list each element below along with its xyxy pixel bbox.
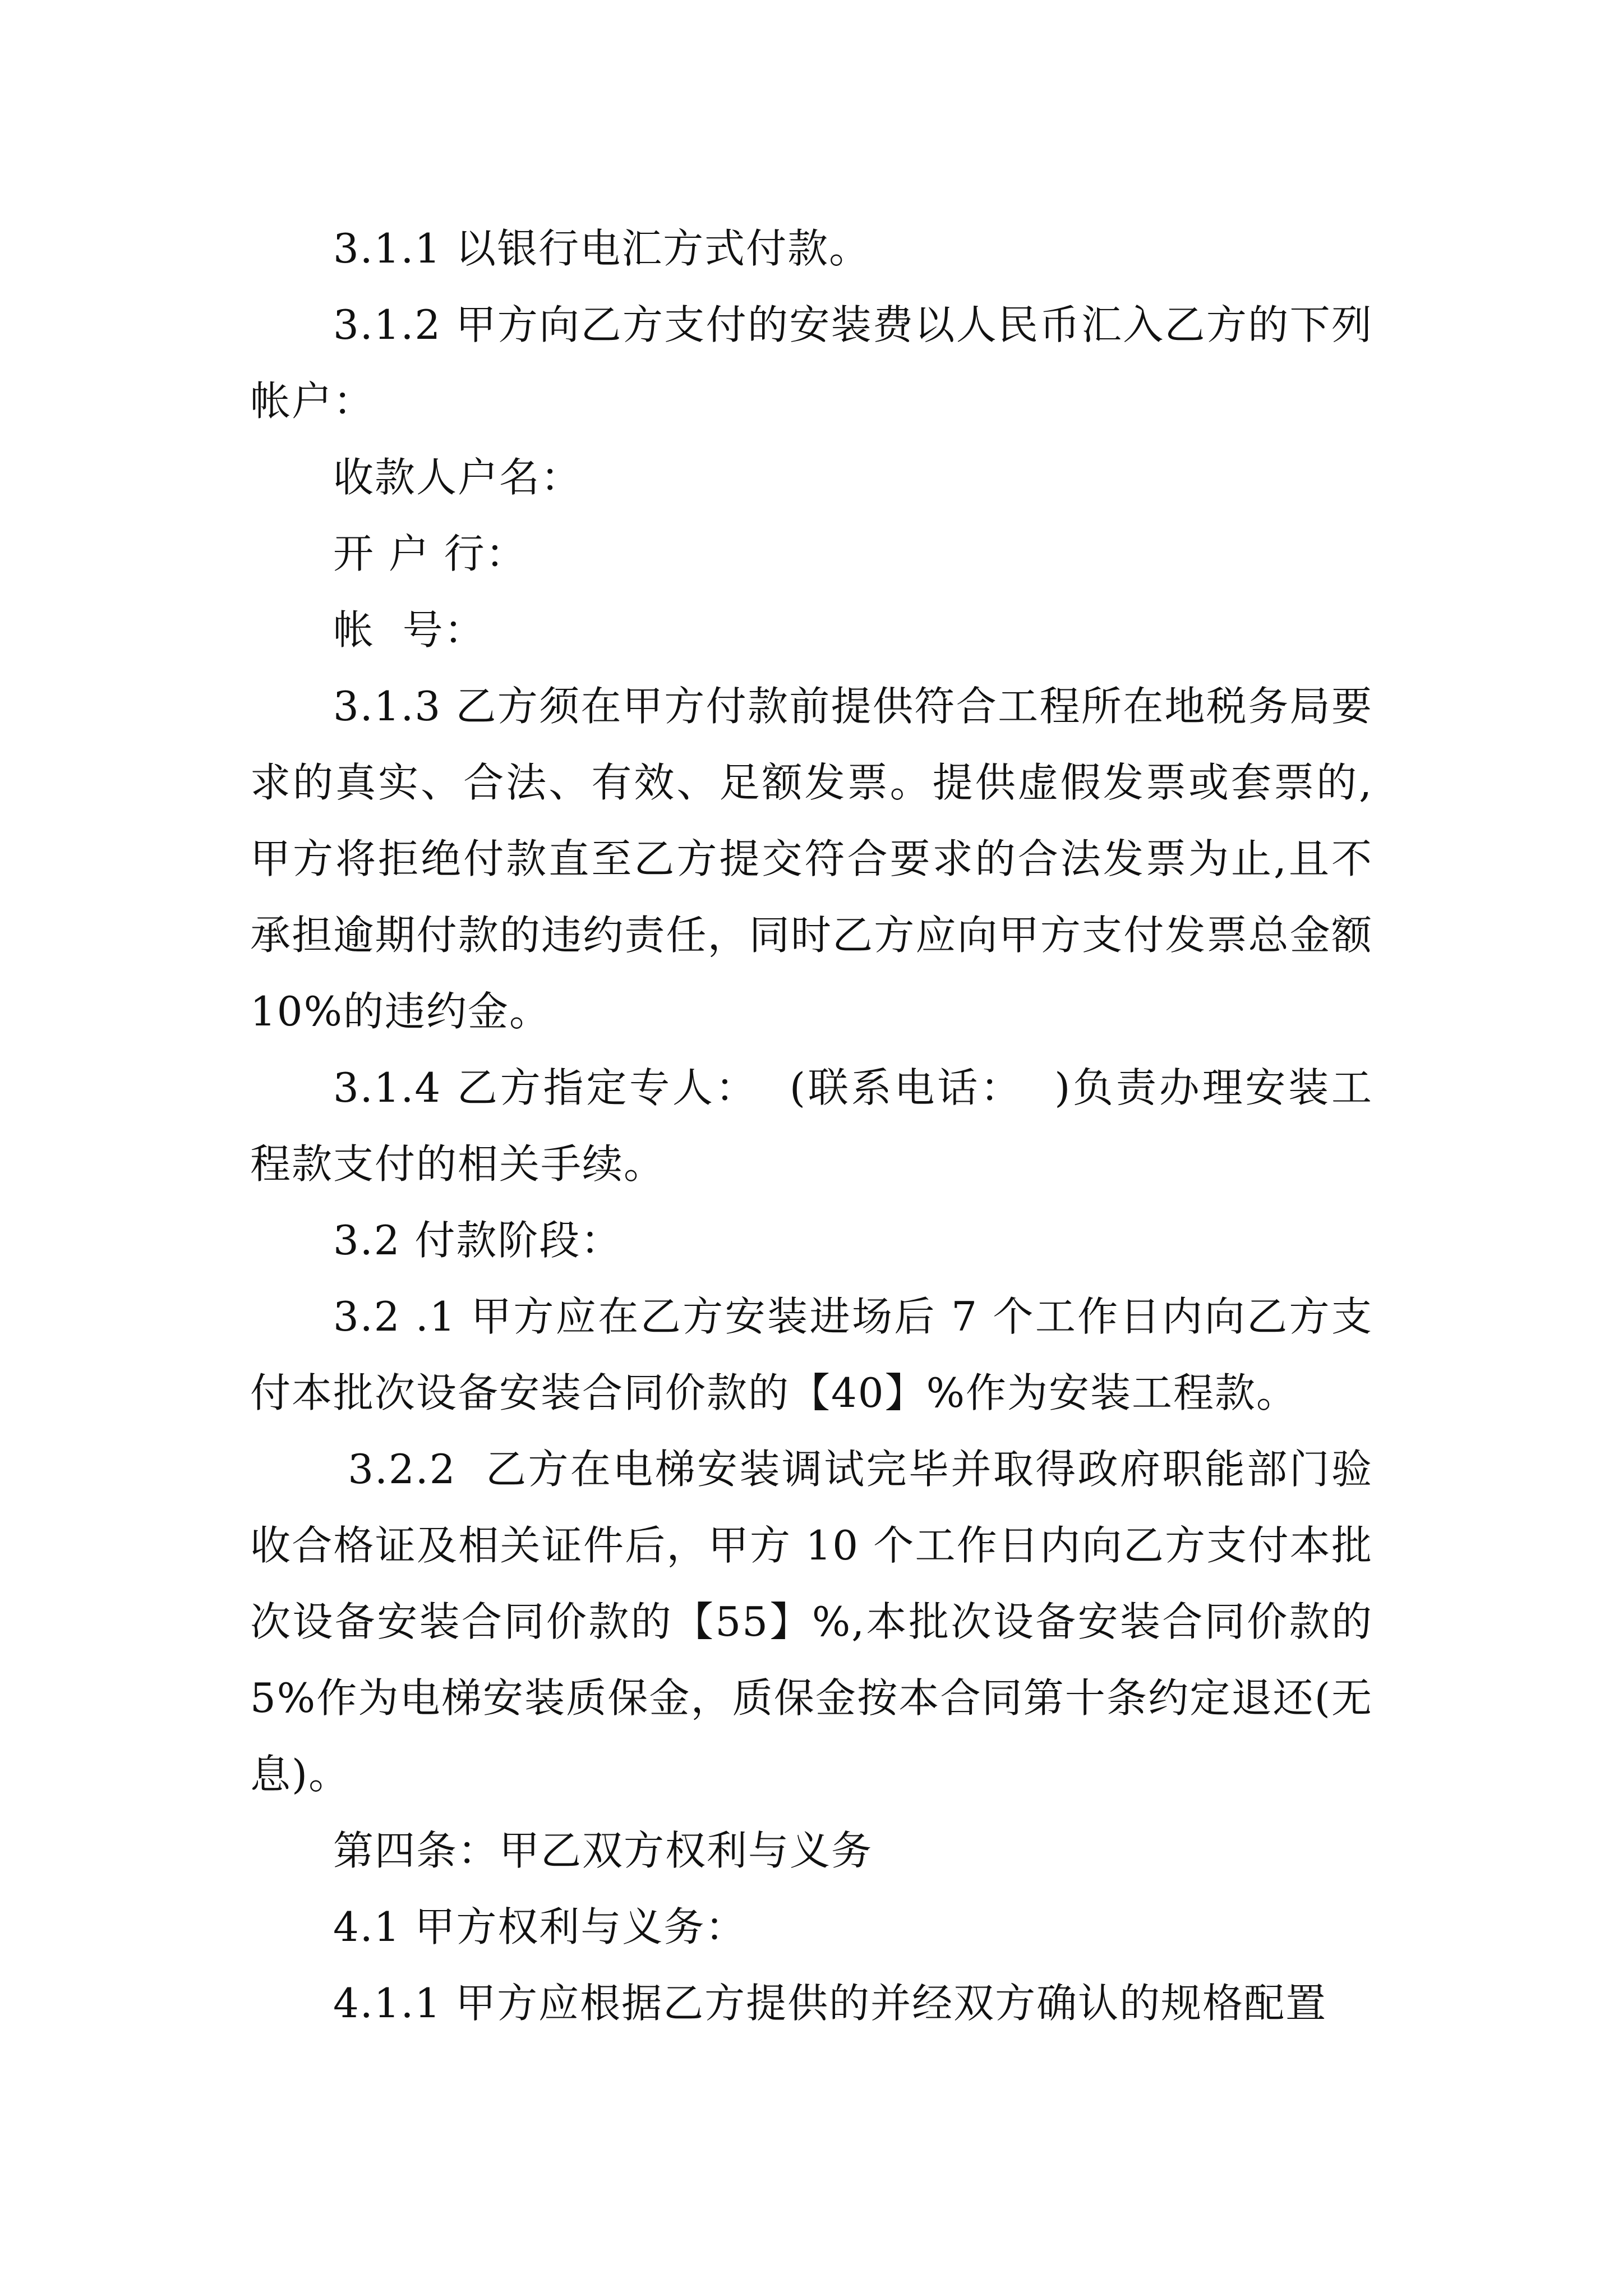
account-number-line: 帐 号：	[333, 606, 486, 654]
paragraph-3-1-2: 3.1.2 甲方向乙方支付的安装费以人民币汇入乙方的下列帐户：	[250, 301, 1373, 425]
paragraph-3-1-1: 3.1.1 以银行电汇方式付款。	[333, 225, 871, 272]
paragraph-4-1-1: 4.1.1 甲方应根据乙方提供的并经双方确认的规格配置	[333, 1980, 1327, 2027]
paragraph-3-2-1: 3.2 .1 甲方应在乙方安装进场后 7 个工作日内向乙方支付本批次设备安装合同价款的【40】%作为安装工程款。	[250, 1293, 1373, 1416]
payee-name-line: 收款人户名：	[333, 454, 583, 501]
document-body	[250, 210, 1387, 2041]
paragraph-4-1: 4.1 甲方权利与义务：	[333, 1903, 747, 1950]
paragraph-3-2: 3.2 付款阶段：	[333, 1217, 623, 1264]
paragraph-3-1-4: 3.1.4 乙方指定专人： (联系电话： )负责办理安装工程款支付的相关手续。	[250, 1064, 1373, 1188]
bank-line: 开 户 行：	[333, 530, 527, 577]
paragraph-3-1-3: 3.1.3 乙方须在甲方付款前提供符合工程所在地税务局要求的真实、合法、有效、足额发票。提供虚假发票或套票的,甲方将拒绝付款直至乙方提交符合要求的合法发票为止,且不承担逾期付款的违约责任，同时乙方应向甲方支付发票总金额 10%的违约金。	[250, 683, 1387, 1035]
article-4-heading: 第四条：甲乙双方权利与义务	[333, 1827, 873, 1874]
paragraph-3-2-2: 3.2.2 乙方在电梯安装调试完毕并取得政府职能部门验收合格证及相关证件后，甲方 10 个工作日内向乙方支付本批次设备安装合同价款的【55】%,本批次设备安装合同价款的 5%作为电梯安装质保金，质保金按本合同第十条约定退还(无息)。	[250, 1446, 1387, 1798]
